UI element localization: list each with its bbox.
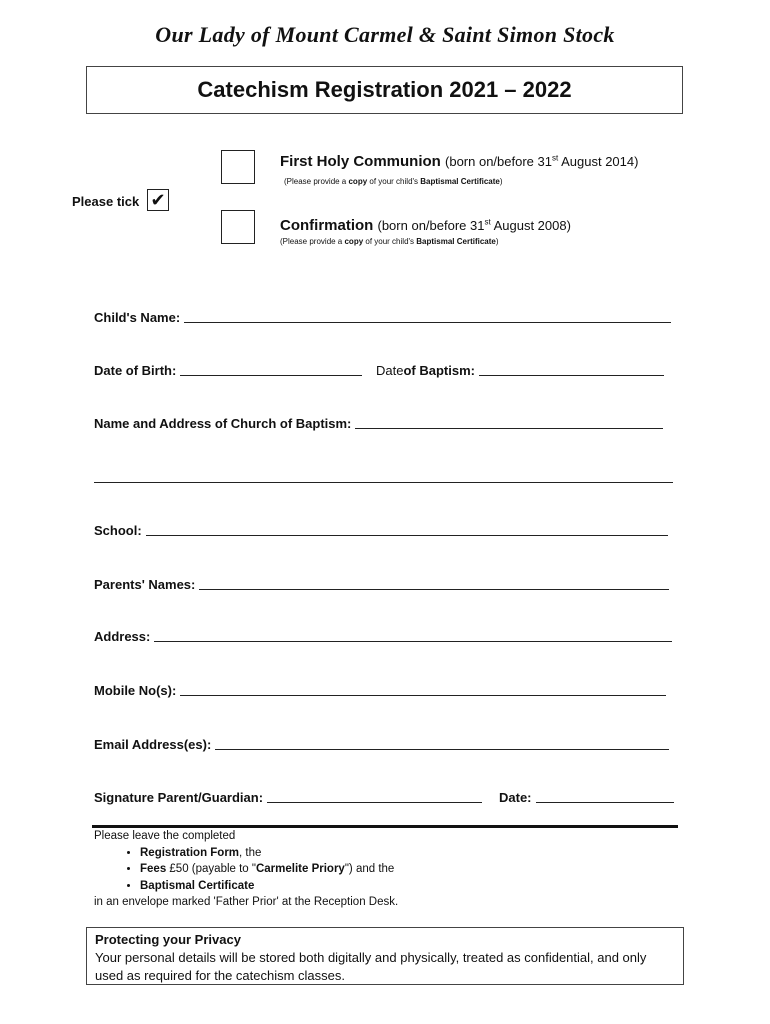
address-input-line[interactable]: [154, 641, 672, 642]
confirmation-checkbox[interactable]: [221, 210, 255, 244]
first-communion-title: First Holy Communion: [280, 153, 441, 170]
childs-name-input-line[interactable]: [184, 322, 671, 323]
email-input-line[interactable]: [215, 749, 669, 750]
confirmation-option: [280, 217, 571, 234]
signature-date-label: Date:: [499, 790, 532, 805]
signature-date-input-line[interactable]: [536, 802, 674, 803]
note-bold-cert: Baptismal Certificate: [416, 237, 496, 246]
school-label: School:: [94, 523, 142, 538]
privacy-heading: Protecting your Privacy: [95, 932, 241, 947]
signature-label: Signature Parent/Guardian:: [94, 790, 264, 805]
mobile-field: [94, 683, 666, 698]
church-of-baptism-input-line[interactable]: [355, 428, 663, 429]
signature-input-line[interactable]: [267, 802, 482, 803]
signature-date-field: [499, 790, 674, 805]
email-field: [94, 737, 669, 752]
date-of-birth-field: [94, 363, 362, 378]
parents-names-label: Parents' Names:: [94, 577, 196, 592]
checkmark-icon: ✔: [150, 190, 166, 210]
submission-instructions: [94, 828, 684, 911]
age-rule-text-end: August 2014): [558, 154, 639, 169]
school-input-line[interactable]: [146, 535, 668, 536]
instructions-list: [94, 845, 684, 895]
parish-name: Our Lady of Mount Carmel & Saint Simon Stock: [155, 22, 615, 47]
confirmation-title: Confirmation: [280, 217, 374, 234]
privacy-body: Your personal details will be stored both digitally and physically, treated as confidential, and only used as required for the catechism classes.: [95, 950, 647, 983]
note-text: (Please provide a: [280, 237, 345, 246]
church-of-baptism-label: Name and Address of Church of Baptism:: [94, 416, 352, 431]
parents-names-input-line[interactable]: [199, 589, 669, 590]
date-of-baptism-label: of Baptism:: [403, 363, 475, 378]
childs-name-label: Child's Name:: [94, 310, 181, 325]
item-bold: Baptismal Certificate: [140, 879, 255, 892]
address-field: [94, 629, 672, 644]
age-rule-text: (born on/before 31: [445, 154, 552, 169]
note-text-mid: of your child's: [367, 177, 421, 186]
first-communion-age-rule: [445, 154, 638, 169]
address-label: Address:: [94, 629, 151, 644]
item-text-end: ") and the: [344, 863, 395, 875]
date-of-baptism-field: [376, 363, 664, 378]
age-rule-text: (born on/before 31: [377, 218, 485, 233]
form-title-box: [86, 66, 683, 114]
date-of-baptism-label-prefix: Date: [376, 363, 404, 378]
confirmation-note: [280, 237, 499, 246]
age-rule-sup: st: [484, 217, 491, 227]
form-title: Catechism Registration 2021 – 2022: [197, 77, 572, 102]
school-field: [94, 523, 668, 538]
signature-field: [94, 790, 482, 805]
note-text: (Please provide a: [284, 177, 349, 186]
tick-example-box: [147, 189, 169, 211]
first-communion-option: [280, 153, 638, 170]
confirmation-age-rule: [378, 218, 571, 233]
item-text: , the: [239, 846, 262, 859]
church-of-baptism-field: [94, 416, 663, 431]
age-rule-sup: st: [551, 153, 559, 163]
mobile-input-line[interactable]: [180, 695, 666, 696]
note-text-end: ): [499, 177, 503, 186]
parents-names-field: [94, 577, 669, 592]
note-bold-cert: Baptismal Certificate: [420, 177, 500, 186]
item-bold-payee: Carmelite Priory: [255, 863, 345, 875]
age-rule-text-end: August 2008): [490, 218, 571, 233]
please-tick-label: Please tick: [72, 194, 140, 209]
item-bold: Registration Form: [140, 846, 240, 859]
date-of-birth-input-line[interactable]: [180, 375, 362, 376]
item-text: £50 (payable to ": [166, 863, 256, 875]
item-bold: Fees: [140, 863, 167, 875]
note-text-end: ): [495, 237, 499, 246]
first-communion-checkbox[interactable]: [221, 150, 255, 184]
email-label: Email Address(es):: [94, 737, 212, 752]
mobile-label: Mobile No(s):: [94, 683, 177, 698]
date-of-baptism-input-line[interactable]: [479, 375, 664, 376]
instructions-intro: Please leave the completed: [94, 830, 236, 842]
note-text-mid: of your child's: [363, 237, 417, 246]
instructions-item: [140, 861, 684, 878]
church-of-baptism-extra-line[interactable]: [94, 482, 673, 483]
instructions-item: [140, 878, 684, 895]
instructions-item: [140, 845, 684, 862]
first-communion-note: [284, 177, 503, 186]
childs-name-field: [94, 310, 671, 325]
note-bold: copy: [348, 177, 368, 186]
instructions-outro: in an envelope marked 'Father Prior' at the Reception Desk.: [94, 896, 399, 908]
date-of-birth-label: Date of Birth:: [94, 363, 177, 378]
privacy-notice: [86, 927, 684, 985]
note-bold: copy: [344, 237, 364, 246]
